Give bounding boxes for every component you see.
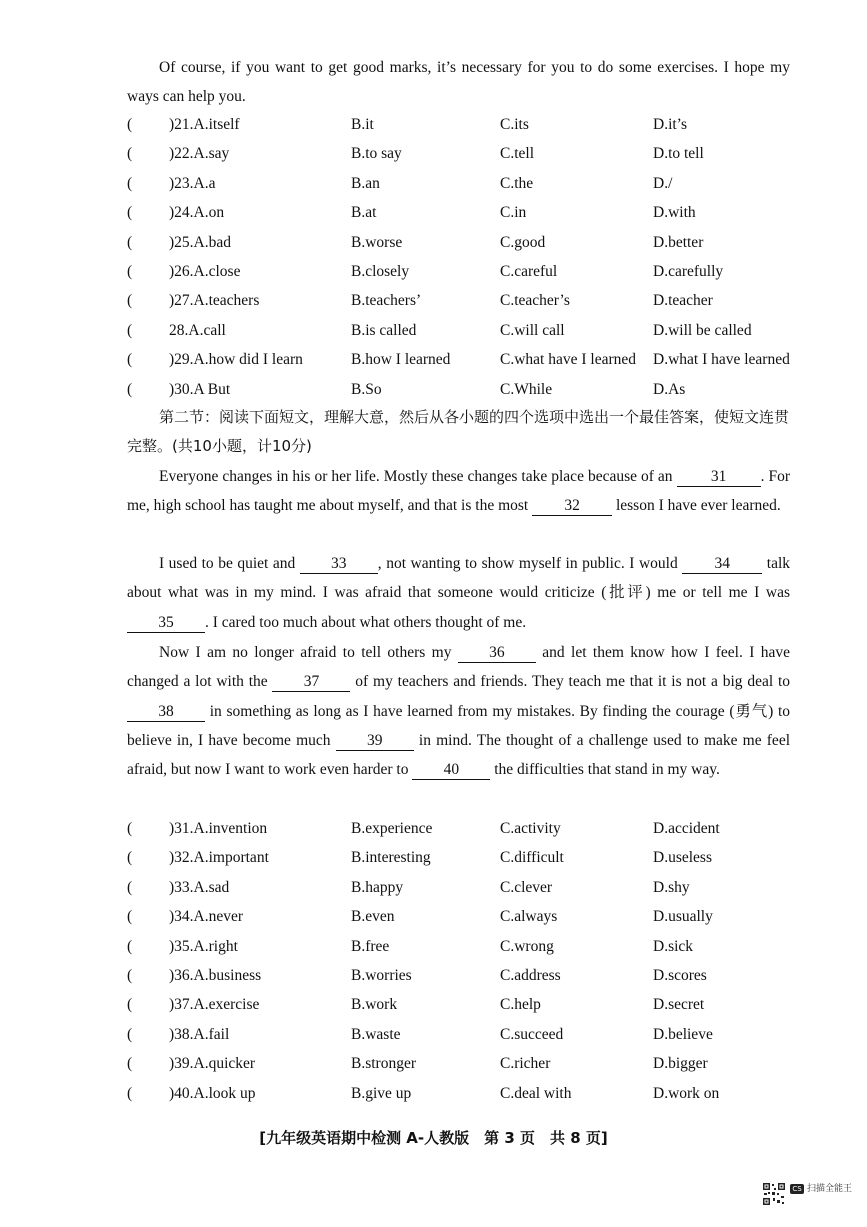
option-d: D.carefully bbox=[653, 262, 724, 280]
answer-bracket[interactable]: ( bbox=[127, 1025, 133, 1043]
question-row-40 bbox=[127, 1079, 807, 1108]
option-b: B.at bbox=[351, 204, 377, 222]
option-b: B.to say bbox=[351, 145, 402, 163]
blank-32[interactable]: 32 bbox=[532, 497, 612, 516]
option-d: D.will be called bbox=[653, 321, 752, 339]
option-d: D./ bbox=[653, 174, 673, 192]
option-b: B.closely bbox=[351, 262, 410, 280]
question-row-26 bbox=[127, 257, 807, 286]
question-row-38 bbox=[127, 1020, 807, 1049]
option-b: B.an bbox=[351, 174, 380, 192]
question-row-39 bbox=[127, 1049, 807, 1078]
option-a: )23.A.a bbox=[169, 174, 216, 192]
passage-text: in something as long as I have learned from my mistakes. By finding the courage (勇气) to believe in, I have become much bbox=[127, 702, 791, 749]
option-d: D.with bbox=[653, 204, 696, 222]
option-d: D.secret bbox=[653, 996, 705, 1014]
option-c: C.deal with bbox=[500, 1084, 572, 1102]
blank-39[interactable]: 39 bbox=[336, 732, 414, 751]
question-row-30 bbox=[127, 375, 807, 404]
blank-37[interactable]: 37 bbox=[272, 673, 350, 692]
passage-text: . I cared too much about what others thought of me. bbox=[205, 613, 527, 631]
question-row-23 bbox=[127, 169, 807, 198]
option-a: )36.A.business bbox=[169, 966, 262, 984]
answer-bracket[interactable]: ( bbox=[127, 820, 133, 837]
passage-text: talk about what was in my mind. I was afraid that someone would criticize (批评) me or tell me I was bbox=[127, 555, 791, 602]
answer-bracket[interactable]: ( bbox=[127, 204, 133, 222]
blank-38[interactable]: 38 bbox=[127, 703, 205, 722]
option-d: D.believe bbox=[653, 1025, 713, 1043]
option-d: D.useless bbox=[653, 849, 712, 867]
option-b: B.work bbox=[351, 996, 398, 1014]
option-c: C.in bbox=[500, 204, 527, 222]
options-group-21-30 bbox=[127, 110, 807, 404]
question-row-31 bbox=[127, 814, 807, 843]
passage-text: Now I am no longer afraid to tell others my bbox=[159, 644, 452, 661]
option-a: )35.A.right bbox=[169, 937, 238, 955]
answer-bracket[interactable]: ( bbox=[127, 1055, 133, 1073]
passage-text: . For me, high school has taught me about myself, and that is the most bbox=[127, 468, 790, 515]
question-row-21 bbox=[127, 110, 807, 139]
option-a: )40.A.look up bbox=[169, 1084, 256, 1102]
passage-text: and let them know how I feel. I have changed a lot with the bbox=[127, 644, 791, 691]
question-row-35 bbox=[127, 932, 807, 961]
option-a: )30.A But bbox=[169, 380, 231, 398]
option-b: B.happy bbox=[351, 878, 404, 896]
question-row-27 bbox=[127, 286, 807, 315]
option-c: C.clever bbox=[500, 878, 553, 896]
option-c: C.careful bbox=[500, 262, 558, 280]
option-b: B.waste bbox=[351, 1025, 401, 1043]
page-footer: [九年级英语期中检测 A-人教版 第 3 页 共 8 页] bbox=[259, 1129, 608, 1147]
option-a: )24.A.on bbox=[169, 204, 225, 222]
option-c: C.teacher’s bbox=[500, 292, 570, 310]
intro-text: Of course, if you want to get good marks, it’s necessary for you to do some exercises. I hope my ways can help you. bbox=[127, 59, 790, 106]
answer-bracket[interactable]: ( bbox=[127, 937, 133, 955]
passage-text: I used to be quiet and bbox=[159, 555, 296, 572]
option-a: )27.A.teachers bbox=[169, 292, 260, 310]
option-d: D.sick bbox=[653, 937, 694, 955]
question-row-24 bbox=[127, 198, 807, 227]
options-group-31-40 bbox=[127, 814, 807, 1108]
passage-text: Everyone changes in his or her life. Mostly these changes take place because of an bbox=[159, 468, 673, 485]
scanner-logo-icon: CS bbox=[790, 1184, 804, 1194]
question-row-33 bbox=[127, 873, 807, 902]
option-c: C.will call bbox=[500, 321, 565, 339]
option-b: B.worse bbox=[351, 233, 403, 251]
answer-bracket[interactable]: ( bbox=[127, 262, 133, 280]
option-b: B.teachers’ bbox=[351, 292, 422, 310]
option-c: C.tell bbox=[500, 145, 535, 163]
question-row-37 bbox=[127, 990, 807, 1019]
option-c: C.wrong bbox=[500, 937, 554, 955]
answer-bracket[interactable]: ( bbox=[127, 996, 133, 1014]
option-a: )25.A.bad bbox=[169, 233, 231, 251]
answer-bracket[interactable]: ( bbox=[127, 380, 133, 398]
question-row-22 bbox=[127, 139, 807, 168]
answer-bracket[interactable]: ( bbox=[127, 116, 133, 133]
option-c: C.succeed bbox=[500, 1025, 564, 1043]
option-d: D.accident bbox=[653, 820, 720, 837]
option-d: D.what I have learned bbox=[653, 351, 790, 369]
option-a: )32.A.important bbox=[169, 849, 269, 867]
option-c: C.its bbox=[500, 116, 529, 133]
passage-paragraph-1 bbox=[127, 462, 790, 521]
option-b: B.experience bbox=[351, 820, 433, 837]
option-b: B.interesting bbox=[351, 849, 431, 867]
question-row-36 bbox=[127, 961, 807, 990]
blank-33[interactable]: 33 bbox=[300, 555, 378, 574]
scanner-name: 扫描全能王 bbox=[807, 1184, 853, 1194]
question-row-29 bbox=[127, 345, 807, 374]
option-c: C.help bbox=[500, 996, 541, 1014]
option-a: )21.A.itself bbox=[169, 116, 240, 133]
option-a: )22.A.say bbox=[169, 145, 230, 163]
option-b: B.give up bbox=[351, 1084, 412, 1102]
blank-34[interactable]: 34 bbox=[682, 555, 762, 574]
blank-36[interactable]: 36 bbox=[458, 644, 536, 663]
option-d: D.usually bbox=[653, 908, 713, 926]
option-a: )31.A.invention bbox=[169, 820, 268, 837]
option-a: )26.A.close bbox=[169, 262, 241, 280]
option-a: )34.A.never bbox=[169, 908, 244, 926]
option-c: C.richer bbox=[500, 1055, 551, 1073]
answer-bracket[interactable]: ( bbox=[127, 174, 133, 192]
option-d: D.shy bbox=[653, 878, 690, 896]
passage-paragraph-2 bbox=[127, 549, 790, 637]
option-d: D.As bbox=[653, 380, 686, 398]
answer-bracket[interactable]: ( bbox=[127, 908, 133, 926]
blank-35[interactable]: 35 bbox=[127, 614, 205, 633]
section-2-title: 第二节：阅读下面短文，理解大意，然后从各小题的四个选项中选出一个最佳答案，使短文连贯完整。(共10小题，计10分) bbox=[127, 408, 790, 455]
passage-text: lesson I have ever learned. bbox=[615, 497, 781, 515]
option-c: C.While bbox=[500, 380, 553, 398]
option-a: )39.A.quicker bbox=[169, 1055, 256, 1073]
passage-text: of my teachers and friends. They teach me that it is not a big deal to bbox=[355, 673, 791, 691]
blank-31[interactable]: 31 bbox=[677, 468, 761, 487]
option-d: D.better bbox=[653, 233, 704, 251]
option-c: C.the bbox=[500, 174, 534, 192]
option-b: B.So bbox=[351, 380, 382, 398]
answer-bracket[interactable]: ( bbox=[127, 849, 133, 867]
answer-bracket[interactable]: ( bbox=[127, 321, 133, 339]
option-d: D.work on bbox=[653, 1084, 720, 1102]
option-b: B.is called bbox=[351, 321, 417, 339]
question-row-34 bbox=[127, 902, 807, 931]
option-d: D.bigger bbox=[653, 1055, 708, 1073]
question-row-32 bbox=[127, 843, 807, 872]
option-c: C.difficult bbox=[500, 849, 564, 867]
answer-bracket[interactable]: ( bbox=[127, 233, 133, 251]
answer-bracket[interactable]: ( bbox=[127, 292, 133, 310]
option-d: D.to tell bbox=[653, 145, 704, 163]
scanner-watermark bbox=[790, 1184, 852, 1195]
option-a: )29.A.how did I learn bbox=[169, 351, 303, 369]
question-row-28 bbox=[127, 316, 807, 345]
option-a: )33.A.sad bbox=[169, 878, 230, 896]
question-row-25 bbox=[127, 228, 807, 257]
passage-text: in mind. The thought of a challenge used to make me feel afraid, but now I want to work even harder to bbox=[127, 731, 791, 779]
passage-text: the difficulties that stand in my way. bbox=[494, 761, 720, 779]
passage-text: , not wanting to show myself in public. I would bbox=[377, 555, 678, 572]
option-b: B.stronger bbox=[351, 1055, 417, 1073]
qr-code-icon bbox=[762, 1182, 786, 1206]
option-b: B.it bbox=[351, 116, 374, 133]
option-c: C.good bbox=[500, 233, 546, 251]
option-b: B.even bbox=[351, 908, 395, 926]
blank-40[interactable]: 40 bbox=[412, 761, 490, 780]
answer-bracket[interactable]: ( bbox=[127, 878, 133, 896]
answer-bracket[interactable]: ( bbox=[127, 351, 133, 369]
option-a: )38.A.fail bbox=[169, 1025, 230, 1043]
answer-bracket[interactable]: ( bbox=[127, 145, 133, 163]
option-c: C.always bbox=[500, 908, 558, 926]
option-c: C.what have I learned bbox=[500, 351, 636, 369]
answer-bracket[interactable]: ( bbox=[127, 1084, 133, 1102]
option-c: C.activity bbox=[500, 820, 561, 837]
answer-bracket[interactable]: ( bbox=[127, 966, 133, 984]
intro-paragraph bbox=[127, 53, 790, 112]
option-d: D.scores bbox=[653, 966, 707, 984]
option-b: B.free bbox=[351, 937, 390, 955]
option-a: 28.A.call bbox=[169, 321, 226, 339]
option-c: C.address bbox=[500, 966, 561, 984]
option-a: )37.A.exercise bbox=[169, 996, 260, 1014]
option-d: D.teacher bbox=[653, 292, 713, 310]
option-b: B.how I learned bbox=[351, 351, 451, 369]
option-b: B.worries bbox=[351, 966, 412, 984]
passage-paragraph-3 bbox=[127, 638, 790, 784]
option-d: D.it’s bbox=[653, 116, 688, 133]
